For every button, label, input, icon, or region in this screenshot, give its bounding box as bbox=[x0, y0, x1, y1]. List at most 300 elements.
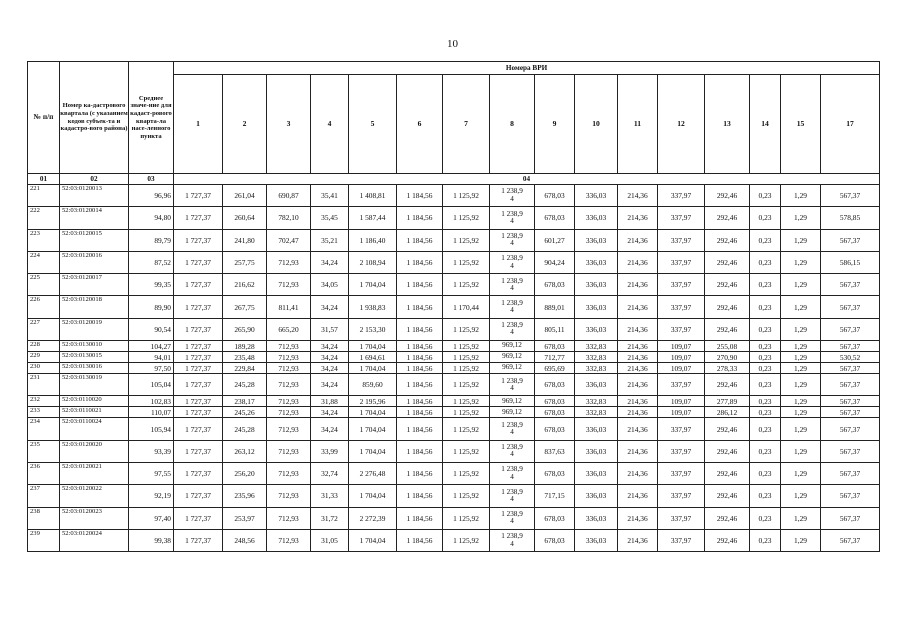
average-cell: 94,80 bbox=[129, 207, 174, 229]
vri-value-cell: 0,23 bbox=[750, 274, 781, 296]
vri-value-cell: 578,85 bbox=[821, 207, 880, 229]
vri-values-table bbox=[27, 61, 880, 552]
vri-value-cell: 1 125,92 bbox=[443, 363, 490, 374]
kadastr-kvartal-cell: 52:03:0120020 bbox=[60, 440, 129, 462]
vri-value-cell: 0,23 bbox=[750, 462, 781, 484]
vri-value-cell: 277,89 bbox=[705, 396, 750, 407]
vri-value-cell: 336,03 bbox=[575, 229, 618, 251]
vri-value-cell: 1 408,81 bbox=[349, 185, 397, 207]
vri-value-cell: 332,83 bbox=[575, 363, 618, 374]
kadastr-kvartal-cell: 52:03:0120024 bbox=[60, 529, 129, 551]
vri-value-cell: 1,29 bbox=[781, 462, 821, 484]
vri-value-cell: 1 184,56 bbox=[397, 296, 443, 318]
vri-value-cell: 567,37 bbox=[821, 418, 880, 440]
code-04: 04 bbox=[174, 174, 880, 185]
vri-value-cell: 260,64 bbox=[223, 207, 267, 229]
vri-value-cell: 712,93 bbox=[267, 462, 311, 484]
vri-value-cell: 33,99 bbox=[311, 440, 349, 462]
vri-value-cell: 712,93 bbox=[267, 374, 311, 396]
vri-value-cell: 567,37 bbox=[821, 363, 880, 374]
vri-value-cell: 1 704,04 bbox=[349, 440, 397, 462]
vri-value-cell: 1 238,9 4 bbox=[490, 374, 535, 396]
vri-value-cell: 678,03 bbox=[535, 529, 575, 551]
vri-value-cell: 1 704,04 bbox=[349, 485, 397, 507]
kadastr-kvartal-cell: 52:03:0110024 bbox=[60, 418, 129, 440]
kadastr-kvartal-cell: 52:03:0120018 bbox=[60, 296, 129, 318]
row-number: 234 bbox=[28, 418, 60, 440]
vri-value-cell: 235,48 bbox=[223, 352, 267, 363]
vri-value-cell: 286,12 bbox=[705, 407, 750, 418]
vri-value-cell: 31,57 bbox=[311, 318, 349, 340]
vri-value-cell: 0,23 bbox=[750, 485, 781, 507]
vri-value-cell: 1,29 bbox=[781, 507, 821, 529]
vri-value-cell: 35,45 bbox=[311, 207, 349, 229]
vri-value-cell: 1 184,56 bbox=[397, 374, 443, 396]
vri-value-cell: 1 238,9 4 bbox=[490, 318, 535, 340]
vri-value-cell: 1 125,92 bbox=[443, 529, 490, 551]
vri-value-cell: 292,46 bbox=[705, 440, 750, 462]
vri-value-cell: 1 727,37 bbox=[174, 418, 223, 440]
vri-value-cell: 1 727,37 bbox=[174, 485, 223, 507]
vri-value-cell: 0,23 bbox=[750, 407, 781, 418]
row-number: 237 bbox=[28, 485, 60, 507]
vri-value-cell: 567,37 bbox=[821, 462, 880, 484]
vri-value-cell: 248,56 bbox=[223, 529, 267, 551]
vri-value-cell: 2 195,96 bbox=[349, 396, 397, 407]
vri-value-cell: 32,74 bbox=[311, 462, 349, 484]
vri-value-cell: 567,37 bbox=[821, 440, 880, 462]
vri-value-cell: 1 184,56 bbox=[397, 363, 443, 374]
vri-value-cell: 0,23 bbox=[750, 229, 781, 251]
vri-value-cell: 2 276,48 bbox=[349, 462, 397, 484]
header-vri-11: 11 bbox=[618, 75, 658, 174]
average-cell: 105,04 bbox=[129, 374, 174, 396]
vri-value-cell: 1,29 bbox=[781, 341, 821, 352]
vri-value-cell: 214,36 bbox=[618, 296, 658, 318]
vri-value-cell: 678,03 bbox=[535, 207, 575, 229]
vri-value-cell: 337,97 bbox=[658, 529, 705, 551]
vri-value-cell: 1 238,9 4 bbox=[490, 207, 535, 229]
vri-value-cell: 214,36 bbox=[618, 251, 658, 273]
table-row bbox=[28, 341, 880, 352]
vri-value-cell: 1 170,44 bbox=[443, 296, 490, 318]
vri-value-cell: 1 727,37 bbox=[174, 274, 223, 296]
average-cell: 93,39 bbox=[129, 440, 174, 462]
vri-value-cell: 712,77 bbox=[535, 352, 575, 363]
vri-value-cell: 245,28 bbox=[223, 418, 267, 440]
vri-value-cell: 586,15 bbox=[821, 251, 880, 273]
vri-value-cell: 712,93 bbox=[267, 529, 311, 551]
table-row bbox=[28, 229, 880, 251]
kadastr-kvartal-cell: 52:03:0130015 bbox=[60, 352, 129, 363]
vri-value-cell: 1 125,92 bbox=[443, 374, 490, 396]
vri-value-cell: 270,90 bbox=[705, 352, 750, 363]
average-cell: 89,90 bbox=[129, 296, 174, 318]
vri-value-cell: 1 184,56 bbox=[397, 318, 443, 340]
vri-value-cell: 1 184,56 bbox=[397, 440, 443, 462]
header-vri-3: 3 bbox=[267, 75, 311, 174]
vri-value-cell: 1,29 bbox=[781, 485, 821, 507]
vri-value-cell: 34,24 bbox=[311, 341, 349, 352]
vri-value-cell: 0,23 bbox=[750, 440, 781, 462]
vri-value-cell: 0,23 bbox=[750, 363, 781, 374]
vri-value-cell: 1 184,56 bbox=[397, 418, 443, 440]
vri-value-cell: 34,24 bbox=[311, 352, 349, 363]
vri-value-cell: 712,93 bbox=[267, 274, 311, 296]
vri-value-cell: 1 694,61 bbox=[349, 352, 397, 363]
vri-value-cell: 245,28 bbox=[223, 374, 267, 396]
table-row bbox=[28, 274, 880, 296]
table-row bbox=[28, 374, 880, 396]
vri-value-cell: 969,12 bbox=[490, 407, 535, 418]
vri-value-cell: 1,29 bbox=[781, 229, 821, 251]
vri-value-cell: 34,24 bbox=[311, 251, 349, 273]
average-cell: 87,52 bbox=[129, 251, 174, 273]
row-number: 228 bbox=[28, 341, 60, 352]
vri-value-cell: 567,37 bbox=[821, 274, 880, 296]
vri-value-cell: 189,28 bbox=[223, 341, 267, 352]
vri-value-cell: 31,88 bbox=[311, 396, 349, 407]
vri-value-cell: 1 704,04 bbox=[349, 363, 397, 374]
vri-value-cell: 567,37 bbox=[821, 341, 880, 352]
vri-value-cell: 969,12 bbox=[490, 352, 535, 363]
vri-value-cell: 712,93 bbox=[267, 485, 311, 507]
vri-value-cell: 567,37 bbox=[821, 485, 880, 507]
header-vri-6: 6 bbox=[397, 75, 443, 174]
vri-value-cell: 336,03 bbox=[575, 529, 618, 551]
vri-value-cell: 0,23 bbox=[750, 529, 781, 551]
vri-value-cell: 214,36 bbox=[618, 363, 658, 374]
vri-value-cell: 214,36 bbox=[618, 507, 658, 529]
vri-value-cell: 712,93 bbox=[267, 251, 311, 273]
vri-value-cell: 1 125,92 bbox=[443, 396, 490, 407]
vri-value-cell: 1 184,56 bbox=[397, 341, 443, 352]
vri-value-cell: 567,37 bbox=[821, 185, 880, 207]
vri-value-cell: 690,87 bbox=[267, 185, 311, 207]
kadastr-kvartal-cell: 52:03:0120017 bbox=[60, 274, 129, 296]
vri-value-cell: 567,37 bbox=[821, 318, 880, 340]
table-row bbox=[28, 407, 880, 418]
vri-value-cell: 292,46 bbox=[705, 462, 750, 484]
vri-value-cell: 238,17 bbox=[223, 396, 267, 407]
vri-value-cell: 805,11 bbox=[535, 318, 575, 340]
row-number: 231 bbox=[28, 374, 60, 396]
vri-value-cell: 34,24 bbox=[311, 418, 349, 440]
header-vri-1: 1 bbox=[174, 75, 223, 174]
vri-value-cell: 1 184,56 bbox=[397, 229, 443, 251]
vri-value-cell: 1 184,56 bbox=[397, 274, 443, 296]
vri-value-cell: 0,23 bbox=[750, 374, 781, 396]
vri-value-cell: 34,05 bbox=[311, 274, 349, 296]
kadastr-kvartal-cell: 52:03:0120013 bbox=[60, 185, 129, 207]
vri-value-cell: 1 184,56 bbox=[397, 407, 443, 418]
row-number: 226 bbox=[28, 296, 60, 318]
vri-value-cell: 678,03 bbox=[535, 374, 575, 396]
vri-value-cell: 265,90 bbox=[223, 318, 267, 340]
vri-value-cell: 0,23 bbox=[750, 296, 781, 318]
row-number: 229 bbox=[28, 352, 60, 363]
vri-value-cell: 31,33 bbox=[311, 485, 349, 507]
vri-value-cell: 1 727,37 bbox=[174, 529, 223, 551]
vri-value-cell: 567,37 bbox=[821, 229, 880, 251]
header-vri-12: 12 bbox=[658, 75, 705, 174]
vri-value-cell: 1 125,92 bbox=[443, 207, 490, 229]
vri-value-cell: 34,24 bbox=[311, 363, 349, 374]
vri-value-cell: 214,36 bbox=[618, 396, 658, 407]
vri-value-cell: 1 125,92 bbox=[443, 274, 490, 296]
vri-value-cell: 717,15 bbox=[535, 485, 575, 507]
vri-value-cell: 1 238,9 4 bbox=[490, 418, 535, 440]
kadastr-kvartal-cell: 52:03:0120021 bbox=[60, 462, 129, 484]
vri-value-cell: 214,36 bbox=[618, 485, 658, 507]
vri-value-cell: 292,46 bbox=[705, 507, 750, 529]
vri-value-cell: 1 704,04 bbox=[349, 529, 397, 551]
header-vri-2: 2 bbox=[223, 75, 267, 174]
vri-value-cell: 1 238,9 4 bbox=[490, 229, 535, 251]
vri-value-cell: 1,29 bbox=[781, 396, 821, 407]
vri-value-cell: 337,97 bbox=[658, 274, 705, 296]
vri-value-cell: 1 938,83 bbox=[349, 296, 397, 318]
table-row bbox=[28, 207, 880, 229]
vri-value-cell: 292,46 bbox=[705, 418, 750, 440]
vri-value-cell: 337,97 bbox=[658, 462, 705, 484]
vri-value-cell: 31,05 bbox=[311, 529, 349, 551]
vri-value-cell: 1,29 bbox=[781, 251, 821, 273]
row-number: 235 bbox=[28, 440, 60, 462]
row-number: 233 bbox=[28, 407, 60, 418]
average-cell: 97,40 bbox=[129, 507, 174, 529]
vri-value-cell: 1,29 bbox=[781, 185, 821, 207]
vri-value-cell: 337,97 bbox=[658, 374, 705, 396]
average-cell: 104,27 bbox=[129, 341, 174, 352]
vri-value-cell: 712,93 bbox=[267, 440, 311, 462]
vri-value-cell: 1 125,92 bbox=[443, 318, 490, 340]
vri-value-cell: 889,01 bbox=[535, 296, 575, 318]
vri-value-cell: 109,07 bbox=[658, 407, 705, 418]
page-number: 10 bbox=[447, 38, 458, 50]
header-no: № п/п bbox=[28, 62, 60, 174]
vri-value-cell: 337,97 bbox=[658, 440, 705, 462]
vri-value-cell: 1 125,92 bbox=[443, 418, 490, 440]
vri-value-cell: 678,03 bbox=[535, 418, 575, 440]
table-row bbox=[28, 529, 880, 551]
table-row bbox=[28, 396, 880, 407]
vri-value-cell: 229,84 bbox=[223, 363, 267, 374]
vri-value-cell: 601,27 bbox=[535, 229, 575, 251]
vri-value-cell: 695,69 bbox=[535, 363, 575, 374]
vri-value-cell: 678,03 bbox=[535, 396, 575, 407]
vri-value-cell: 1 727,37 bbox=[174, 185, 223, 207]
vri-value-cell: 1 238,9 4 bbox=[490, 185, 535, 207]
vri-value-cell: 214,36 bbox=[618, 185, 658, 207]
vri-value-cell: 969,12 bbox=[490, 341, 535, 352]
vri-value-cell: 35,41 bbox=[311, 185, 349, 207]
row-number: 225 bbox=[28, 274, 60, 296]
vri-value-cell: 811,41 bbox=[267, 296, 311, 318]
vri-value-cell: 1,29 bbox=[781, 407, 821, 418]
vri-value-cell: 1 184,56 bbox=[397, 485, 443, 507]
vri-value-cell: 1 184,56 bbox=[397, 207, 443, 229]
vri-value-cell: 712,93 bbox=[267, 507, 311, 529]
average-cell: 99,35 bbox=[129, 274, 174, 296]
vri-value-cell: 1,29 bbox=[781, 352, 821, 363]
vri-value-cell: 34,24 bbox=[311, 407, 349, 418]
vri-value-cell: 1 184,56 bbox=[397, 352, 443, 363]
header-vri-9: 9 bbox=[535, 75, 575, 174]
vri-value-cell: 2 272,39 bbox=[349, 507, 397, 529]
kadastr-kvartal-cell: 52:03:0120015 bbox=[60, 229, 129, 251]
kadastr-kvartal-cell: 52:03:0110021 bbox=[60, 407, 129, 418]
average-cell: 90,54 bbox=[129, 318, 174, 340]
vri-value-cell: 0,23 bbox=[750, 251, 781, 273]
average-cell: 96,96 bbox=[129, 185, 174, 207]
vri-value-cell: 2 108,94 bbox=[349, 251, 397, 273]
vri-value-cell: 0,23 bbox=[750, 207, 781, 229]
vri-value-cell: 292,46 bbox=[705, 207, 750, 229]
vri-value-cell: 261,04 bbox=[223, 185, 267, 207]
vri-value-cell: 1 238,9 4 bbox=[490, 296, 535, 318]
vri-value-cell: 336,03 bbox=[575, 318, 618, 340]
average-cell: 99,38 bbox=[129, 529, 174, 551]
vri-value-cell: 336,03 bbox=[575, 207, 618, 229]
vri-value-cell: 1 727,37 bbox=[174, 251, 223, 273]
kadastr-kvartal-cell: 52:03:0120023 bbox=[60, 507, 129, 529]
table-row bbox=[28, 418, 880, 440]
vri-value-cell: 1 704,04 bbox=[349, 407, 397, 418]
vri-value-cell: 292,46 bbox=[705, 374, 750, 396]
header-vri-13: 13 bbox=[705, 75, 750, 174]
kadastr-kvartal-cell: 52:03:0130016 bbox=[60, 363, 129, 374]
vri-value-cell: 1,29 bbox=[781, 418, 821, 440]
table-row bbox=[28, 440, 880, 462]
vri-value-cell: 1 186,40 bbox=[349, 229, 397, 251]
vri-value-cell: 567,37 bbox=[821, 296, 880, 318]
vri-value-cell: 904,24 bbox=[535, 251, 575, 273]
vri-value-cell: 969,12 bbox=[490, 396, 535, 407]
vri-value-cell: 0,23 bbox=[750, 185, 781, 207]
table-row bbox=[28, 352, 880, 363]
vri-value-cell: 678,03 bbox=[535, 185, 575, 207]
vri-value-cell: 336,03 bbox=[575, 274, 618, 296]
vri-value-cell: 292,46 bbox=[705, 318, 750, 340]
vri-value-cell: 1 727,37 bbox=[174, 341, 223, 352]
vri-value-cell: 34,24 bbox=[311, 296, 349, 318]
vri-value-cell: 2 153,30 bbox=[349, 318, 397, 340]
vri-value-cell: 0,23 bbox=[750, 396, 781, 407]
vri-value-cell: 678,03 bbox=[535, 462, 575, 484]
vri-value-cell: 1 238,9 4 bbox=[490, 274, 535, 296]
code-02: 02 bbox=[60, 174, 129, 185]
vri-value-cell: 837,63 bbox=[535, 440, 575, 462]
vri-value-cell: 1 704,04 bbox=[349, 418, 397, 440]
vri-value-cell: 1 184,56 bbox=[397, 185, 443, 207]
vri-value-cell: 1 125,92 bbox=[443, 251, 490, 273]
vri-value-cell: 253,97 bbox=[223, 507, 267, 529]
vri-value-cell: 567,37 bbox=[821, 507, 880, 529]
average-cell: 102,83 bbox=[129, 396, 174, 407]
vri-value-cell: 337,97 bbox=[658, 507, 705, 529]
row-number: 222 bbox=[28, 207, 60, 229]
vri-value-cell: 337,97 bbox=[658, 251, 705, 273]
vri-value-cell: 0,23 bbox=[750, 341, 781, 352]
vri-value-cell: 1,29 bbox=[781, 274, 821, 296]
vri-value-cell: 1 727,37 bbox=[174, 363, 223, 374]
code-03: 03 bbox=[129, 174, 174, 185]
table-row bbox=[28, 185, 880, 207]
kadastr-kvartal-cell: 52:03:0120014 bbox=[60, 207, 129, 229]
vri-value-cell: 712,93 bbox=[267, 352, 311, 363]
vri-value-cell: 109,07 bbox=[658, 352, 705, 363]
vri-value-cell: 214,36 bbox=[618, 207, 658, 229]
kadastr-kvartal-cell: 52:03:0120016 bbox=[60, 251, 129, 273]
vri-value-cell: 678,03 bbox=[535, 507, 575, 529]
kadastr-kvartal-cell: 52:03:0120022 bbox=[60, 485, 129, 507]
vri-value-cell: 257,75 bbox=[223, 251, 267, 273]
vri-value-cell: 1 125,92 bbox=[443, 407, 490, 418]
vri-value-cell: 678,03 bbox=[535, 341, 575, 352]
vri-value-cell: 530,52 bbox=[821, 352, 880, 363]
vri-value-cell: 1 184,56 bbox=[397, 529, 443, 551]
vri-value-cell: 337,97 bbox=[658, 418, 705, 440]
vri-value-cell: 0,23 bbox=[750, 507, 781, 529]
header-vri-group: Номера ВРИ bbox=[174, 62, 880, 75]
vri-value-cell: 292,46 bbox=[705, 185, 750, 207]
table-row bbox=[28, 251, 880, 273]
vri-value-cell: 712,93 bbox=[267, 341, 311, 352]
table-row bbox=[28, 507, 880, 529]
vri-value-cell: 214,36 bbox=[618, 318, 658, 340]
header-vri-7: 7 bbox=[443, 75, 490, 174]
vri-value-cell: 336,03 bbox=[575, 440, 618, 462]
vri-value-cell: 859,60 bbox=[349, 374, 397, 396]
table-row bbox=[28, 296, 880, 318]
row-number: 221 bbox=[28, 185, 60, 207]
vri-value-cell: 1 727,37 bbox=[174, 407, 223, 418]
vri-value-cell: 1 125,92 bbox=[443, 341, 490, 352]
vri-value-cell: 1,29 bbox=[781, 374, 821, 396]
vri-value-cell: 245,26 bbox=[223, 407, 267, 418]
vri-value-cell: 1 184,56 bbox=[397, 396, 443, 407]
vri-value-cell: 1 727,37 bbox=[174, 207, 223, 229]
row-number: 232 bbox=[28, 396, 60, 407]
vri-value-cell: 337,97 bbox=[658, 485, 705, 507]
row-number: 227 bbox=[28, 318, 60, 340]
vri-value-cell: 109,07 bbox=[658, 341, 705, 352]
table-row bbox=[28, 318, 880, 340]
header-vri-8: 8 bbox=[490, 75, 535, 174]
vri-value-cell: 336,03 bbox=[575, 462, 618, 484]
kadastr-kvartal-cell: 52:03:0130019 bbox=[60, 374, 129, 396]
vri-value-cell: 712,93 bbox=[267, 418, 311, 440]
vri-value-cell: 1,29 bbox=[781, 296, 821, 318]
vri-value-cell: 0,23 bbox=[750, 352, 781, 363]
vri-value-cell: 292,46 bbox=[705, 274, 750, 296]
vri-value-cell: 1,29 bbox=[781, 529, 821, 551]
vri-value-cell: 337,97 bbox=[658, 229, 705, 251]
vri-value-cell: 1 125,92 bbox=[443, 229, 490, 251]
vri-value-cell: 216,62 bbox=[223, 274, 267, 296]
vri-value-cell: 214,36 bbox=[618, 462, 658, 484]
vri-value-cell: 336,03 bbox=[575, 185, 618, 207]
vri-value-cell: 1 238,9 4 bbox=[490, 462, 535, 484]
vri-value-cell: 678,03 bbox=[535, 407, 575, 418]
vri-value-cell: 214,36 bbox=[618, 440, 658, 462]
vri-value-cell: 1,29 bbox=[781, 440, 821, 462]
vri-value-cell: 214,36 bbox=[618, 529, 658, 551]
average-cell: 97,55 bbox=[129, 462, 174, 484]
vri-value-cell: 1 238,9 4 bbox=[490, 251, 535, 273]
vri-value-cell: 336,03 bbox=[575, 374, 618, 396]
